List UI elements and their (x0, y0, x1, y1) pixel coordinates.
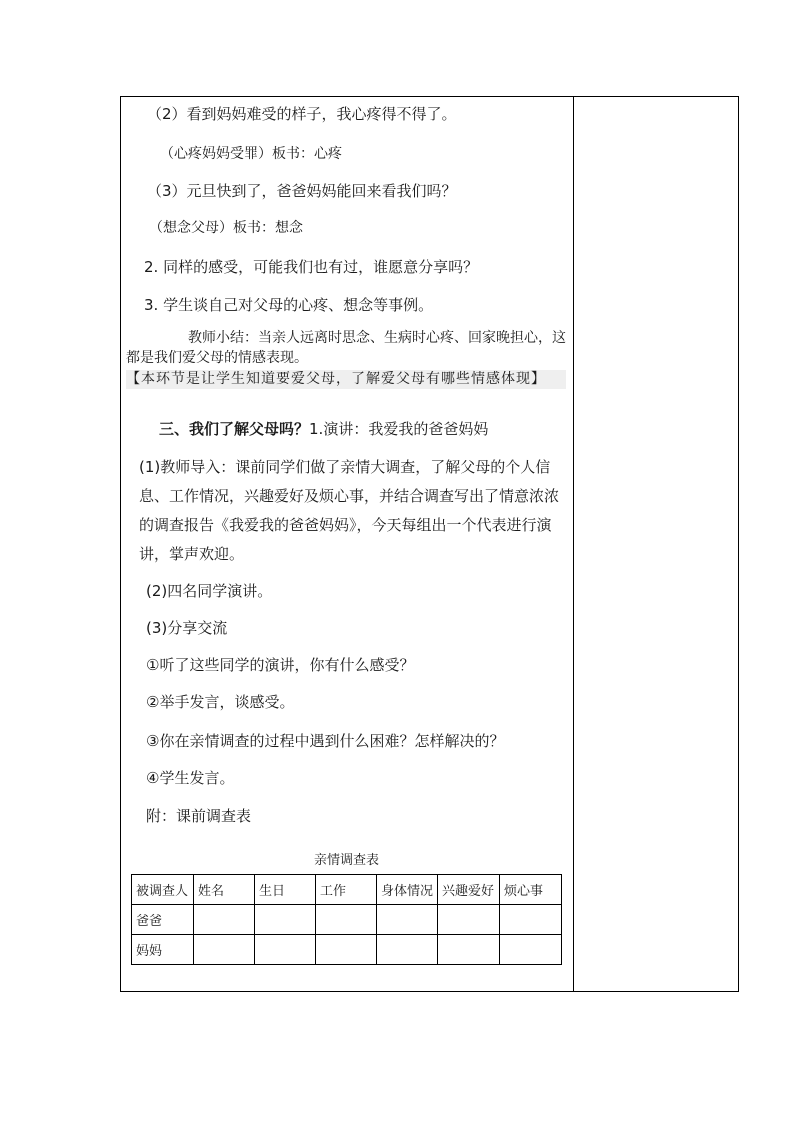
column-divider (573, 96, 574, 992)
table-row (132, 935, 562, 965)
table-cell (438, 905, 500, 935)
table-cell (255, 935, 316, 965)
table-cell (316, 935, 377, 965)
survey-table (131, 874, 562, 965)
text-line: (3)分享交流 (146, 619, 228, 637)
survey-caption: 亲情调查表 (313, 853, 379, 868)
section-heading (159, 419, 488, 439)
question-item: ②举手发言，谈感受。 (146, 693, 295, 711)
header-cell: 兴趣爱好 (438, 875, 500, 905)
text-line: 3. 学生谈自己对父母的心疼、想念等事例。 (144, 296, 434, 314)
table-cell (194, 905, 255, 935)
text-line: （心疼妈妈受罪）板书：心疼 (160, 146, 342, 162)
table-row (132, 905, 562, 935)
question-item: ①听了这些同学的演讲，你有什么感受？ (146, 656, 415, 674)
table-cell (377, 935, 438, 965)
header-cell: 姓名 (194, 875, 255, 905)
header-cell: 生日 (255, 875, 316, 905)
design-note: 【本环节是让学生知道要爱父母，了解爱父母有哪些情感体现】 (126, 370, 566, 389)
appendix-label: 附：课前调查表 (146, 807, 252, 825)
intro-paragraph: (1)教师导入：课前同学们做了亲情大调查，了解父母的个人信息、工作情况，兴趣爱好及烦心事，并结合调查写出了情意浓浓的调查报告《我爱我的爸爸妈妈》，今天每组出一个代表进行演讲，掌声欢迎。 (139, 458, 560, 563)
text-line: (2)四名同学演讲。 (146, 582, 273, 600)
header-cell: 被调查人 (132, 875, 194, 905)
teacher-summary: 都是我们爱父母的情感表现。 (126, 350, 308, 366)
table-cell (377, 905, 438, 935)
header-cell: 身体情况 (377, 875, 438, 905)
table-cell (316, 905, 377, 935)
table-cell (438, 935, 500, 965)
text-line: （3）元旦快到了，爸爸妈妈能回来看我们吗？ (147, 182, 457, 200)
section-subtitle: 1.演讲：我爱我的爸爸妈妈 (309, 420, 489, 438)
text-line: 2. 同样的感受，可能我们也有过，谁愿意分享吗？ (144, 258, 479, 276)
header-cell: 烦心事 (500, 875, 562, 905)
section-title: 三、我们了解父母吗？ (159, 420, 310, 438)
table-cell (500, 905, 562, 935)
table-cell: 妈妈 (132, 935, 194, 965)
header-cell: 工作 (316, 875, 377, 905)
text-line: （2）看到妈妈难受的样子，我心疼得不得了。 (147, 105, 457, 123)
table-cell (255, 905, 316, 935)
table-cell (500, 935, 562, 965)
text-line: （想念父母）板书：想念 (149, 220, 303, 236)
table-cell: 爸爸 (132, 905, 194, 935)
table-header-row (132, 875, 562, 905)
question-item: ③你在亲情调查的过程中遇到什么困难？怎样解决的？ (146, 732, 505, 750)
table-cell (194, 935, 255, 965)
teacher-summary: 教师小结：当亲人远离时思念、生病时心疼、回家晚担心，这 (188, 330, 566, 346)
question-item: ④学生发言。 (146, 769, 235, 787)
